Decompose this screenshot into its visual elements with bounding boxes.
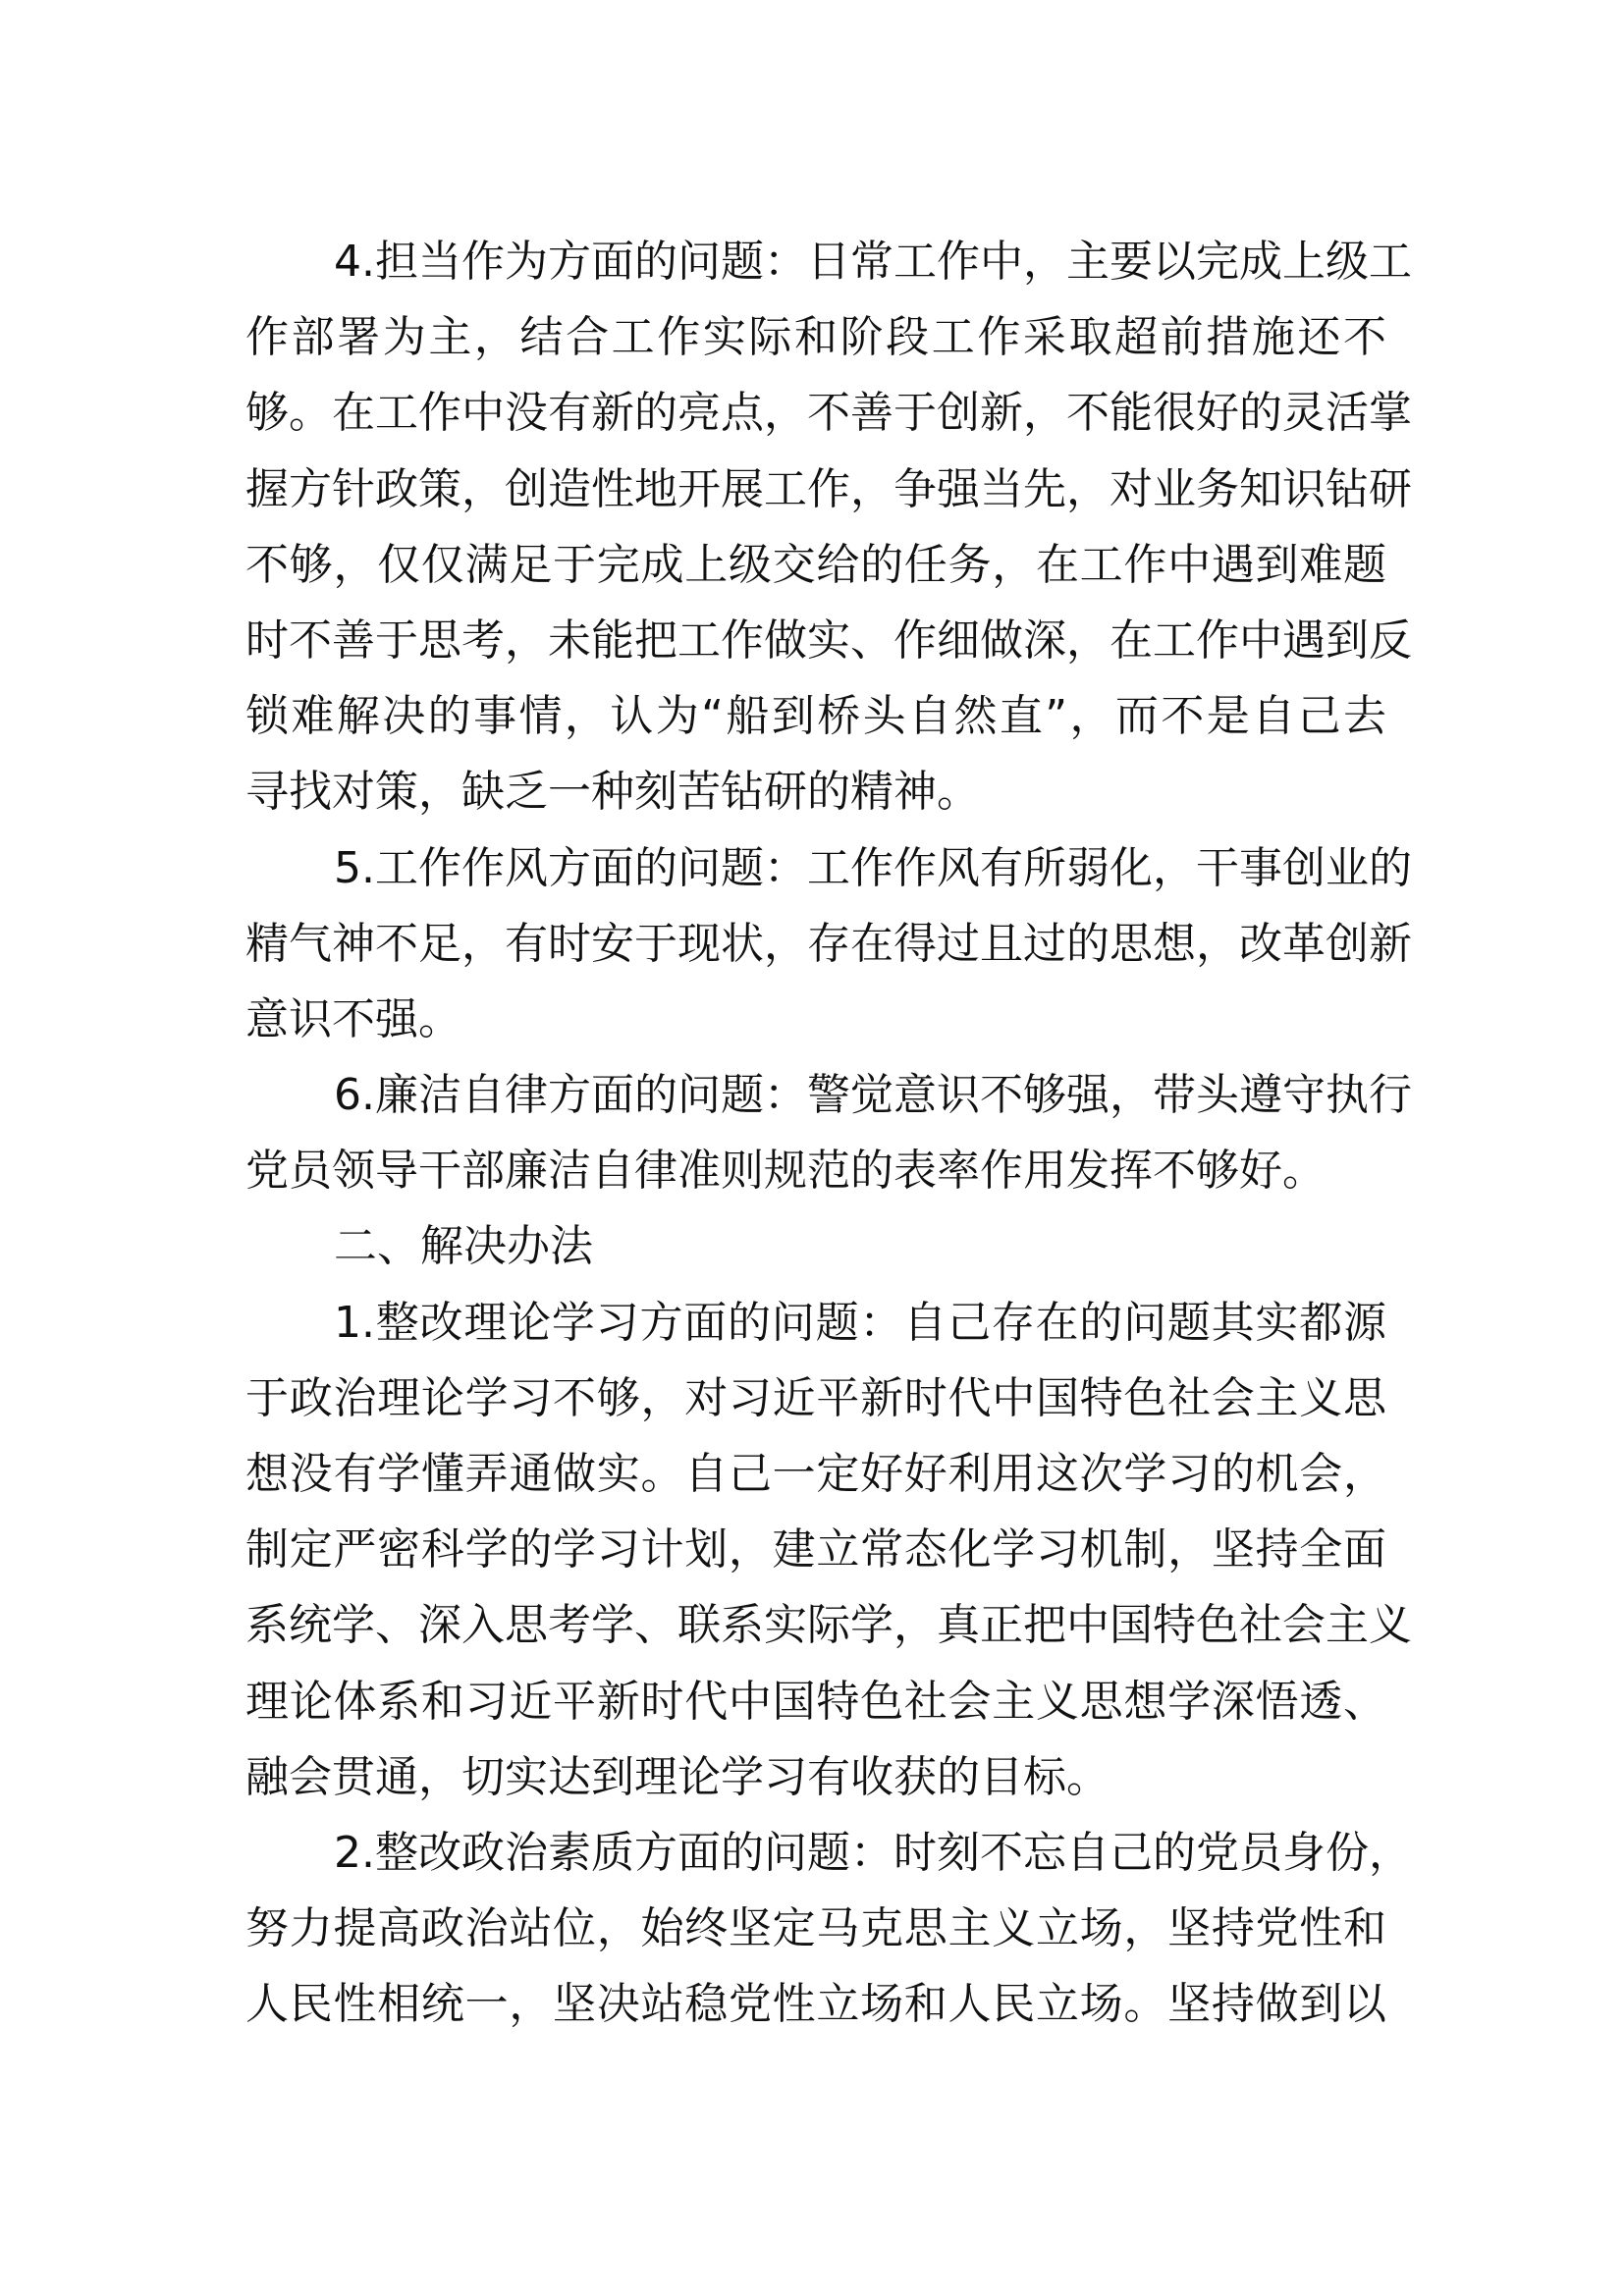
text-line: 理论体系和习近平新时代中国特色社会主义思想学深悟透、 <box>245 1676 1386 1727</box>
text-line: 锁难解决的事情，认为“船到桥头自然直”，而不是自己去 <box>245 691 1386 742</box>
text-line: 人民性相统一，坚决站稳党性立场和人民立场。坚持做到以 <box>245 1979 1386 2030</box>
paragraph-integrity-issues <box>245 1057 1412 1208</box>
text-line: 4.担当作为方面的问题：日常工作中，主要以完成上级工 <box>334 237 1412 287</box>
paragraph-work-style-issues <box>245 830 1412 1058</box>
text-line: 作部署为主，结合工作实际和阶段工作采取超前措施还不 <box>245 312 1386 363</box>
text-line: 努力提高政治站位，始终坚定马克思主义立场，坚持党性和 <box>245 1903 1386 1954</box>
section-heading-solutions <box>245 1208 1386 1284</box>
document-page <box>245 224 1412 2043</box>
text-line: 1.整改理论学习方面的问题：自己存在的问题其实都源 <box>334 1297 1386 1348</box>
text-line: 意识不强。 <box>245 993 461 1044</box>
text-line: 精气神不足，有时安于现状，存在得过且过的思想，改革创新 <box>245 918 1412 969</box>
text-line: 不够，仅仅满足于完成上级交给的任务，在工作中遇到难题 <box>245 539 1386 590</box>
text-line: 5.工作作风方面的问题：工作作风有所弱化，干事创业的 <box>334 842 1412 893</box>
text-line: 党员领导干部廉洁自律准则规范的表率作用发挥不够好。 <box>245 1146 1326 1197</box>
text-line: 握方针政策，创造性地开展工作，争强当先，对业务知识钻研 <box>245 463 1412 514</box>
text-line: 制定严密科学的学习计划，建立常态化学习机制，坚持全面 <box>245 1524 1386 1575</box>
text-line: 时不善于思考，未能把工作做实、作细做深，在工作中遇到反 <box>245 614 1412 666</box>
text-line: 想没有学懂弄通做实。自己一定好好利用这次学习的机会， <box>245 1449 1386 1499</box>
heading-text: 二、解决办法 <box>334 1221 593 1272</box>
text-line: 2.整改政治素质方面的问题：时刻不忘自己的党员身份， <box>334 1827 1412 1878</box>
text-line: 于政治理论学习不够，对习近平新时代中国特色社会主义思 <box>245 1372 1386 1423</box>
text-line: 系统学、深入思考学、联系实际学，真正把中国特色社会主义 <box>245 1600 1412 1651</box>
text-line: 融会贯通，切实达到理论学习有收获的目标。 <box>245 1751 1110 1802</box>
paragraph-responsibility-issues <box>245 224 1412 830</box>
paragraph-political-quality-fix <box>245 1815 1412 2043</box>
text-line: 6.廉洁自律方面的问题：警觉意识不够强，带头遵守执行 <box>334 1070 1412 1121</box>
text-line: 够。在工作中没有新的亮点，不善于创新，不能很好的灵活掌 <box>245 388 1412 439</box>
text-line: 寻找对策，缺乏一种刻苦钻研的精神。 <box>245 767 980 818</box>
paragraph-theory-study-fix <box>245 1285 1412 1815</box>
